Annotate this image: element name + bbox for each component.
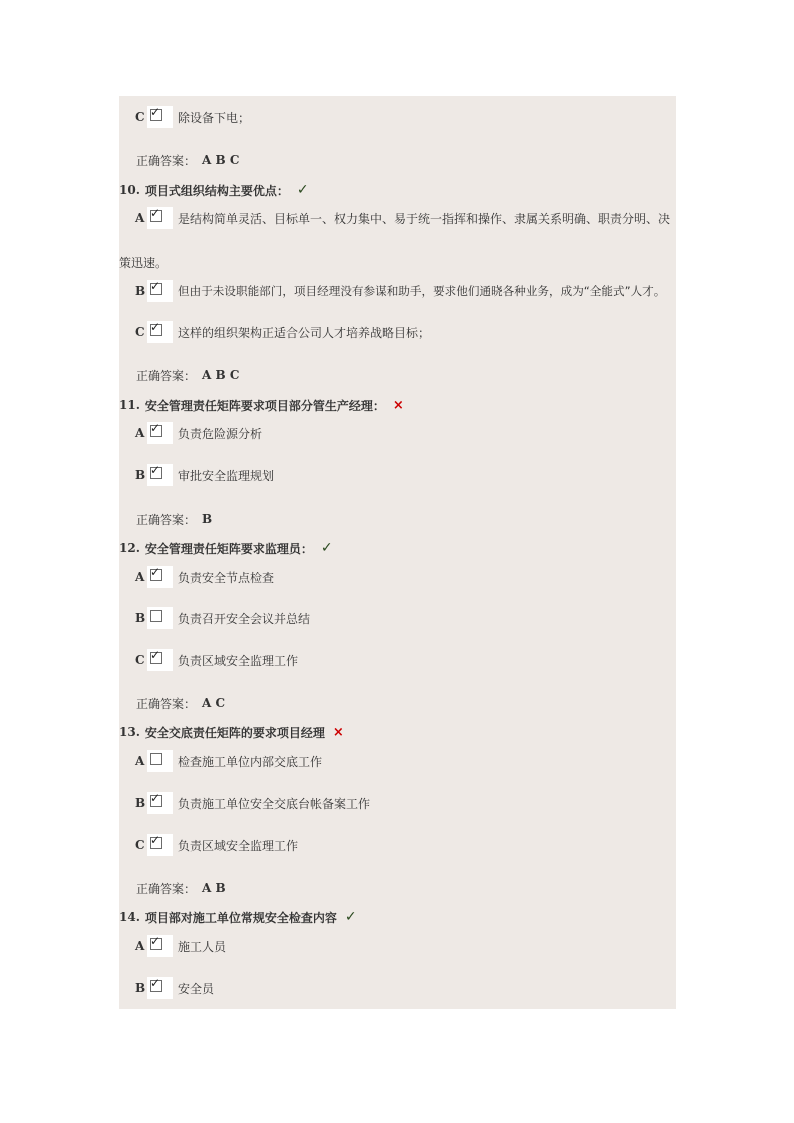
wrong-cross-icon: × xyxy=(332,724,344,740)
checkmark-icon: ✓ xyxy=(150,279,161,293)
option-text: 检查施工单位内部交底工作 xyxy=(178,754,323,769)
answer-value: A C xyxy=(202,696,226,710)
option-letter: B xyxy=(135,796,146,810)
option-text: 负责安全节点检查 xyxy=(178,570,275,585)
option-text: 是结构简单灵活、目标单一、权力集中、易于统一指挥和操作、隶属关系明确、职责分明、决 xyxy=(178,211,671,226)
option-letter: A xyxy=(135,426,145,440)
answer-label: 正确答案： xyxy=(136,368,197,383)
option-letter: C xyxy=(135,838,145,852)
correct-answer xyxy=(136,878,226,898)
option-row[interactable] xyxy=(135,936,226,956)
correct-check-icon: ✓ xyxy=(296,182,309,198)
option-letter: B xyxy=(135,981,146,995)
checkbox[interactable] xyxy=(147,834,173,856)
checkmark-icon: ✓ xyxy=(150,648,161,662)
question-title xyxy=(119,180,309,200)
option-text: 施工人员 xyxy=(178,939,227,954)
option-row[interactable] xyxy=(135,835,298,855)
question-text: 安全管理责任矩阵要求监理员： xyxy=(144,541,313,556)
checkbox[interactable] xyxy=(147,207,173,229)
option-row[interactable] xyxy=(135,423,262,443)
checkbox[interactable] xyxy=(147,422,173,444)
correct-answer xyxy=(136,693,225,713)
option-text: 负责施工单位安全交底台帐备案工作 xyxy=(178,796,371,811)
question-text: 安全交底责任矩阵的要求项目经理 xyxy=(144,725,325,740)
option-letter: C xyxy=(135,653,145,667)
option-row[interactable] xyxy=(135,322,430,342)
option-row[interactable] xyxy=(135,465,274,485)
question-title xyxy=(119,395,404,415)
checkmark-icon: ✓ xyxy=(150,976,161,990)
answer-label: 正确答案： xyxy=(136,153,197,168)
question-text: 项目部对施工单位常规安全检查内容 xyxy=(144,910,337,925)
checkbox[interactable] xyxy=(147,321,173,343)
checkbox[interactable] xyxy=(147,464,173,486)
question-title xyxy=(119,722,344,742)
answer-value: A B C xyxy=(202,153,240,167)
option-row[interactable] xyxy=(135,751,322,771)
answer-label: 正确答案： xyxy=(136,512,197,527)
option-row[interactable] xyxy=(135,650,298,670)
option-row[interactable] xyxy=(135,107,250,127)
question-number: 11. xyxy=(119,398,140,412)
option-text: 这样的组织架构正适合公司人才培养战略目标； xyxy=(178,325,431,340)
option-letter: A xyxy=(135,754,145,768)
correct-answer xyxy=(136,509,212,529)
option-text: 除设备下电； xyxy=(178,110,251,125)
option-text: 安全员 xyxy=(178,981,215,996)
checkbox[interactable] xyxy=(147,935,173,957)
answer-label: 正确答案： xyxy=(136,881,197,896)
option-row[interactable] xyxy=(135,608,310,628)
checkbox[interactable] xyxy=(147,106,173,128)
checkmark-icon: ✓ xyxy=(150,934,161,948)
option-text: 但由于未设职能部门，项目经理没有参谋和助手，要求他们通晓各种业务，成为“全能式”人才。 xyxy=(178,284,666,298)
correct-check-icon: ✓ xyxy=(320,540,333,556)
checkmark-icon: ✓ xyxy=(150,833,161,847)
option-text: 负责区域安全监理工作 xyxy=(178,653,299,668)
option-row[interactable] xyxy=(135,281,665,301)
checkmark-icon: ✓ xyxy=(150,463,161,477)
option-letter: B xyxy=(135,468,146,482)
question-number: 14. xyxy=(119,910,140,924)
checkmark-icon: ✓ xyxy=(150,320,161,334)
option-letter: B xyxy=(135,284,146,298)
option-letter: A xyxy=(135,211,145,225)
option-row[interactable] xyxy=(135,567,274,587)
checkmark-icon: ✓ xyxy=(150,791,161,805)
checkmark-icon: ✓ xyxy=(150,206,161,220)
checkmark-icon: ✓ xyxy=(150,565,161,579)
checkbox[interactable] xyxy=(147,750,173,772)
checkbox[interactable] xyxy=(147,792,173,814)
option-letter: C xyxy=(135,325,145,339)
correct-answer xyxy=(136,150,239,170)
option-letter: A xyxy=(135,939,145,953)
option-text-continued: 策迅速。 xyxy=(119,256,168,270)
wrong-cross-icon: × xyxy=(392,397,404,413)
checkbox[interactable] xyxy=(147,607,173,629)
option-letter: A xyxy=(135,570,145,584)
option-row[interactable] xyxy=(135,978,214,998)
question-number: 12. xyxy=(119,541,140,555)
option-letter: C xyxy=(135,110,145,124)
checkmark-icon: ✓ xyxy=(150,105,161,119)
option-row[interactable] xyxy=(135,208,670,228)
question-text: 项目式组织结构主要优点： xyxy=(144,183,289,198)
option-letter: B xyxy=(135,611,146,625)
question-text: 安全管理责任矩阵要求项目部分管生产经理： xyxy=(144,398,385,413)
answer-value: A B C xyxy=(202,368,240,382)
option-text: 负责召开安全会议并总结 xyxy=(178,611,311,626)
option-text: 负责危险源分析 xyxy=(178,426,263,441)
answer-label: 正确答案： xyxy=(136,696,197,711)
question-title xyxy=(119,538,333,558)
correct-check-icon: ✓ xyxy=(344,909,357,925)
question-number: 10. xyxy=(119,183,140,197)
question-title xyxy=(119,907,357,927)
question-number: 13. xyxy=(119,725,140,739)
option-row[interactable] xyxy=(135,793,370,813)
option-text: 审批安全监理规划 xyxy=(178,468,275,483)
checkmark-icon: ✓ xyxy=(150,421,161,435)
checkbox[interactable] xyxy=(147,977,173,999)
option-text: 负责区域安全监理工作 xyxy=(178,838,299,853)
checkbox[interactable] xyxy=(147,566,173,588)
answer-value: A B xyxy=(202,881,226,895)
answer-value: B xyxy=(202,512,213,526)
correct-answer xyxy=(136,365,239,385)
checkbox[interactable] xyxy=(147,280,173,302)
checkbox[interactable] xyxy=(147,649,173,671)
